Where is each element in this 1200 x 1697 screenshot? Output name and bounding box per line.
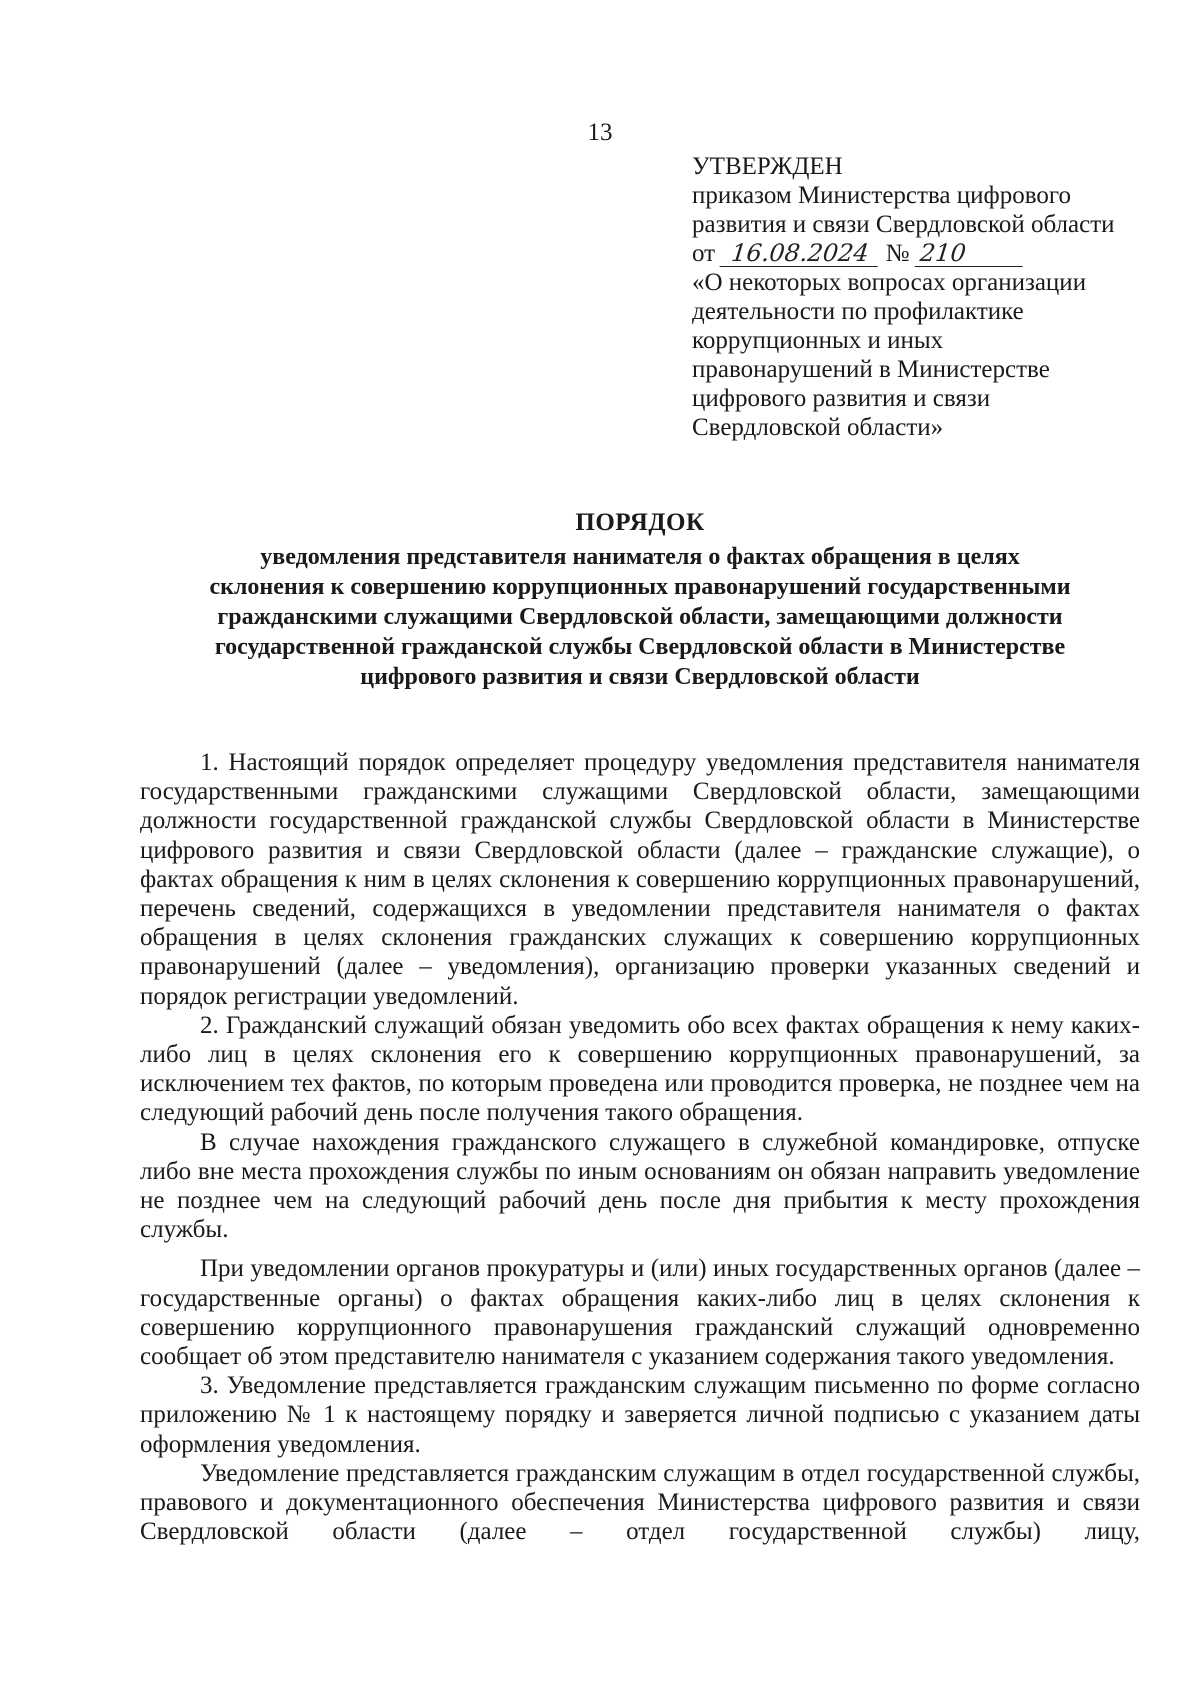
paragraph-1: 1. Настоящий порядок определяет процедуру уведомления представителя нанимателя государственными гражданскими служащими Свердловской области, замещающими должности государственной гражданской службы Свердловской области в Министерстве цифрового развития и связи Свердловской области (далее – гражданские служащие), о фактах обращения к ним в целях склонения к совершению коррупционных правонарушений, перечень сведений, содержащихся в уведомлении представителя нанимателя о фактах обращения в целях склонения гражданских служащих к совершению коррупционных правонарушений (далее – уведомления), организацию проверки указанных сведений и порядок регистрации уведомлений.: [140, 749, 1140, 1010]
subtitle-line: уведомления представителя нанимателя о фактах обращения в целях: [260, 544, 1020, 570]
approval-line: развития и связи Свердловской области: [692, 211, 1115, 238]
document-title: ПОРЯДОК: [575, 509, 705, 536]
handwritten-number: 210: [914, 240, 1025, 267]
paragraph-2-business-trip: В случае нахождения гражданского служащего в служебной командировке, отпуске либо вне места прохождения службы по иным основаниям он обязан направить уведомление не позднее чем на следующий рабочий день после дня прибытия к месту прохождения службы.: [140, 1128, 1140, 1244]
approval-title-line: правонарушений в Министерстве: [692, 356, 1050, 383]
document-title-block: [140, 508, 1140, 692]
date-prefix: от: [692, 240, 716, 267]
approval-date-line: [692, 239, 1172, 268]
handwritten-date: 16.08.2024: [720, 240, 881, 267]
paragraph-3: 3. Уведомление представляется гражданским служащим письменно по форме согласно приложению № 1 к настоящему порядку и заверяется личной подписью с указанием даты оформления уведомления.: [140, 1372, 1140, 1458]
paragraph-2: 2. Гражданский служащий обязан уведомить обо всех фактах обращения к нему каких-либо лиц в целях склонения его к совершению коррупционных правонарушений, за исключением тех фактов, по которым проведена или проводится проверка, не позднее чем на следующий рабочий день после получения такого обращения.: [140, 1011, 1140, 1127]
number-prefix: №: [885, 240, 910, 267]
subtitle-line: склонения к совершению коррупционных правонарушений государственными: [209, 574, 1071, 600]
document-body: [140, 748, 1140, 1546]
document-subtitle: [140, 542, 1140, 692]
approval-title-line: цифрового развития и связи: [692, 385, 991, 412]
approval-title-line: коррупционных и иных: [692, 327, 944, 354]
subtitle-line: гражданскими служащими Свердловской области, замещающими должности: [217, 604, 1063, 630]
approval-heading: УТВЕРЖДЕН: [692, 153, 843, 180]
paragraph-3-submission: Уведомление представляется гражданским служащим в отдел государственной службы, правового и документационного обеспечения Министерства цифрового развития и связи Свердловской области (далее – отдел государственной службы) лицу,: [140, 1459, 1140, 1546]
paragraph-2-state-bodies: При уведомлении органов прокуратуры и (или) иных государственных органов (далее – государственные органы) о фактах обращения каких-либо лиц в целях склонения к совершению коррупционного правонарушения гражданский служащий одновременно сообщает об этом представителю нанимателя с указанием содержания такого уведомления.: [140, 1255, 1140, 1371]
approval-line: приказом Министерства цифрового: [692, 182, 1071, 209]
approval-stamp-block: [692, 152, 1172, 442]
subtitle-line: государственной гражданской службы Свердловской области в Министерстве: [214, 634, 1066, 660]
approval-title-line: «О некоторых вопросах организации: [692, 269, 1087, 296]
approval-title-line: деятельности по профилактике: [692, 298, 1024, 325]
page-number: 13: [587, 119, 613, 146]
approval-title-line: Свердловской области»: [692, 414, 944, 441]
subtitle-line: цифрового развития и связи Свердловской области: [360, 664, 920, 690]
